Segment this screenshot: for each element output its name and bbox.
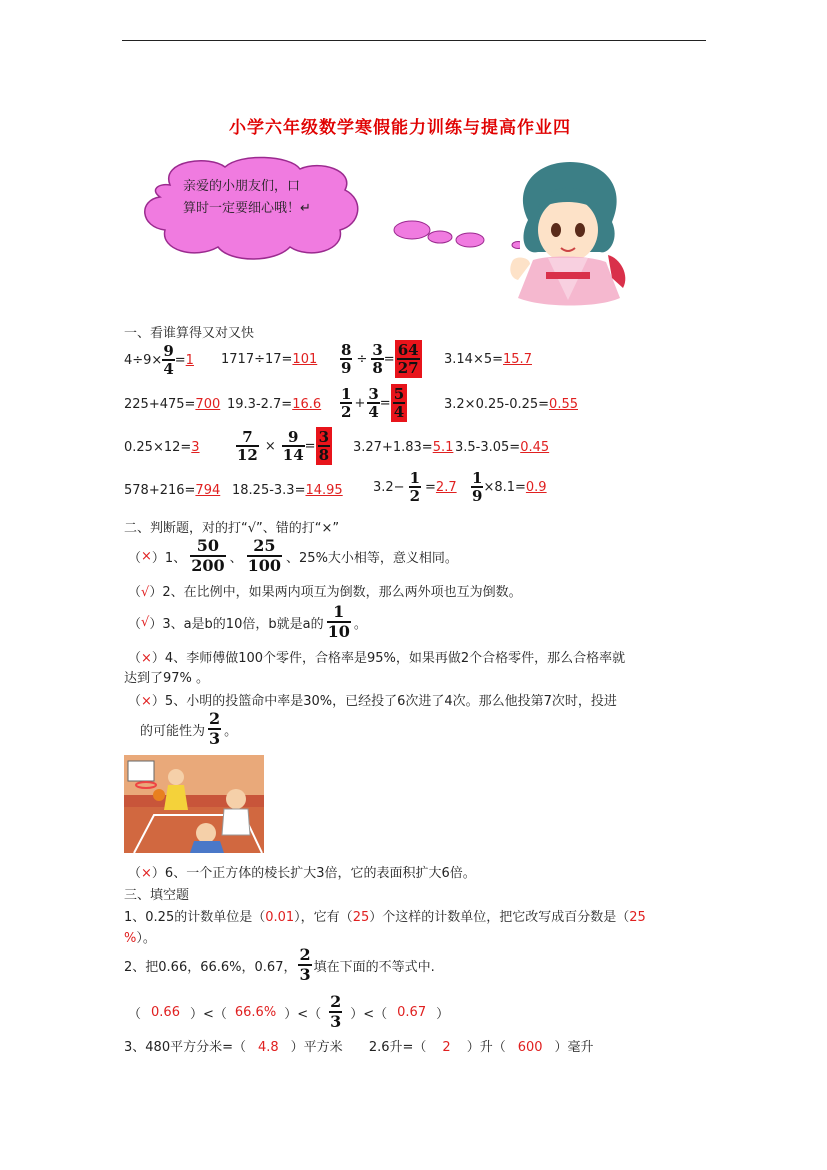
r1-b: 1717÷17=101 (221, 352, 318, 367)
r4-c: 3.2− $\frac{1}{2}$ = 2.7 (373, 469, 457, 505)
q3-mark: √ (141, 614, 150, 630)
r3-b-frac1: $\frac{7}{12}$ (237, 428, 258, 464)
section1-heading: 一、看谁算得又对又快 (124, 326, 255, 341)
fill-q3: 3、480平方分米=（ 4.8 ）平方米 2.6升=（ 2 ）升（ 600 ）毫升 (124, 1040, 594, 1055)
r3-b-answer: $\frac{3}{8}$ (316, 427, 332, 465)
calc-row-1 (124, 343, 194, 377)
r1-c-frac2: $\frac{3}{8}$ (372, 341, 383, 377)
r3-d: 3.5-3.05=0.45 (455, 440, 550, 455)
r1-a-eq: = (174, 352, 186, 368)
fill-q3-a2: 2 (442, 1040, 451, 1055)
r2-c-frac2: $\frac{3}{4}$ (368, 385, 379, 421)
r3-b-frac2: $\frac{9}{14}$ (282, 428, 304, 464)
r2-c-frac1: $\frac{1}{2}$ (341, 385, 352, 421)
q1-mark: × (141, 548, 152, 564)
r4-c-frac: $\frac{1}{2}$ (409, 469, 421, 505)
r3-c-answer: 5.1 (432, 440, 454, 455)
r1-d-answer: 15.7 (503, 352, 532, 367)
r4-b-answer: 14.95 (305, 483, 343, 498)
bubble-line-1: 亲爱的小朋友们，口 (183, 179, 301, 194)
r1-d: 3.14×5=15.7 (444, 352, 532, 367)
judge-q4: （×）4、李师傅做100个零件，合格率是95%，如果再做2个合格零件，那么合格率就 (128, 651, 626, 666)
fill-q1-a3: 25 (629, 910, 646, 925)
judge-q6: （×）6、一个正方体的棱长扩大3倍，它的表面积扩大6倍。 (128, 866, 476, 881)
r1-c-answer: $\frac{64}{27}$ (395, 340, 422, 378)
r1-c: $\frac{8}{9}$ ÷ $\frac{3}{8}$ = $\frac{64}{27}$ (340, 340, 422, 378)
fill-q3-a3: 600 (517, 1040, 543, 1055)
r1-b-answer: 101 (292, 352, 318, 367)
q2-mark: √ (141, 585, 150, 600)
basketball-illustration (124, 755, 264, 853)
q5-mark: × (141, 694, 152, 709)
header-rule (122, 40, 706, 41)
judge-q5-line2: 的可能性为 $\frac{2}{3}$ 。 (140, 709, 238, 748)
r3-d-answer: 0.45 (520, 440, 550, 455)
r2-b-answer: 16.6 (292, 397, 322, 412)
ineq-frac: $\frac{2}{3}$ (330, 992, 342, 1031)
section3-heading: 三、填空题 (124, 888, 190, 903)
r2-a: 225+475=700 (124, 397, 221, 412)
r4-d-frac: $\frac{1}{9}$ (472, 469, 483, 505)
r4-a-answer: 794 (195, 483, 221, 498)
q1-frac2: $\frac{25}{100}$ (247, 536, 282, 575)
r3-c: 3.27+1.83=5.1 (353, 440, 454, 455)
judge-q3: （ √ ）3、 a是b的10倍，b就是a的 $\frac{1}{10}$ 。 (128, 602, 367, 641)
r3-a-answer: 3 (191, 440, 200, 455)
r3-b: $\frac{7}{12}$ × $\frac{9}{14}$ = $\frac{3}{8}$ (236, 427, 332, 465)
q3-frac: $\frac{1}{10}$ (327, 602, 350, 641)
r2-a-answer: 700 (195, 397, 221, 412)
ineq-v2: 66.6% (234, 1004, 277, 1020)
fill-q2-frac: $\frac{2}{3}$ (299, 945, 311, 984)
fill-q1-a2: 25 (352, 910, 370, 925)
r1-a-expr: 4÷9× (124, 352, 163, 368)
q5-frac: $\frac{2}{3}$ (209, 709, 221, 748)
r4-b: 18.25-3.3=14.95 (232, 483, 343, 498)
inequality-chain: （ 0.66 ）<（ 66.6% ）<（ $\frac{2}{3}$ ）<（ 0.67 ） (128, 992, 450, 1031)
r1-a-frac: $\frac{9}{4}$ (163, 342, 174, 378)
judge-q2: （√）2、在比例中，如果两内项互为倒数，那么两外项也互为倒数。 (128, 585, 522, 600)
q6-mark: × (141, 866, 152, 881)
fill-q1-a1: 0.01 (265, 910, 295, 925)
r2-d: 3.2×0.25-0.25=0.55 (444, 397, 578, 412)
r2-c-answer: $\frac{5}{4}$ (391, 384, 407, 422)
judge-q1: （ × ）1、 $\frac{50}{200}$ 、 $\frac{25}{100}$ 、25%大小相等，意义相同。 (128, 536, 458, 575)
girl-illustration (508, 160, 632, 308)
fill-q2: 2、把0.66，66.6%，0.67， $\frac{2}{3}$ 填在下面的不等式中. (124, 945, 435, 984)
q1-frac1: $\frac{50}{200}$ (191, 536, 225, 575)
fill-q3-a1: 4.8 (257, 1040, 279, 1055)
r2-d-answer: 0.55 (549, 397, 578, 412)
ineq-v4: 0.67 (397, 1004, 427, 1020)
judge-q5: （×）5、小明的投篮命中率是30%，已经投了6次进了4次。那么他投第7次时，投进 (128, 694, 617, 709)
r4-a: 578+216=794 (124, 483, 221, 498)
r3-a: 0.25×12=3 (124, 440, 200, 455)
fill-q1: 1、0.25的计数单位是（0.01），它有（25）个这样的计数单位，把它改写成百分数是（25 (124, 910, 646, 925)
r2-c: $\frac{1}{2}$ + $\frac{3}{4}$ = $\frac{5}{4}$ (340, 384, 407, 422)
r1-c-frac1: $\frac{8}{9}$ (341, 341, 352, 377)
r4-c-answer: 2.7 (435, 479, 457, 495)
judge-q4-line2: 达到了97% 。 (124, 671, 210, 686)
section2-heading: 二、判断题，对的打“√”、错的打“×” (124, 521, 340, 536)
bubble-line-2: 算时一定要细心哦！↵ (183, 201, 311, 216)
r2-b: 19.3-2.7=16.6 (227, 397, 322, 412)
r4-d-answer: 0.9 (525, 479, 547, 495)
q4-mark: × (141, 651, 152, 666)
page-title: 小学六年级数学寒假能力训练与提高作业四 (229, 118, 571, 138)
fill-q1-line2: %）。 (124, 931, 156, 946)
r4-d: $\frac{1}{9}$ ×8.1= 0.9 (472, 469, 547, 505)
r1-a-answer: 1 (185, 352, 194, 368)
ineq-v1: 0.66 (151, 1004, 180, 1020)
